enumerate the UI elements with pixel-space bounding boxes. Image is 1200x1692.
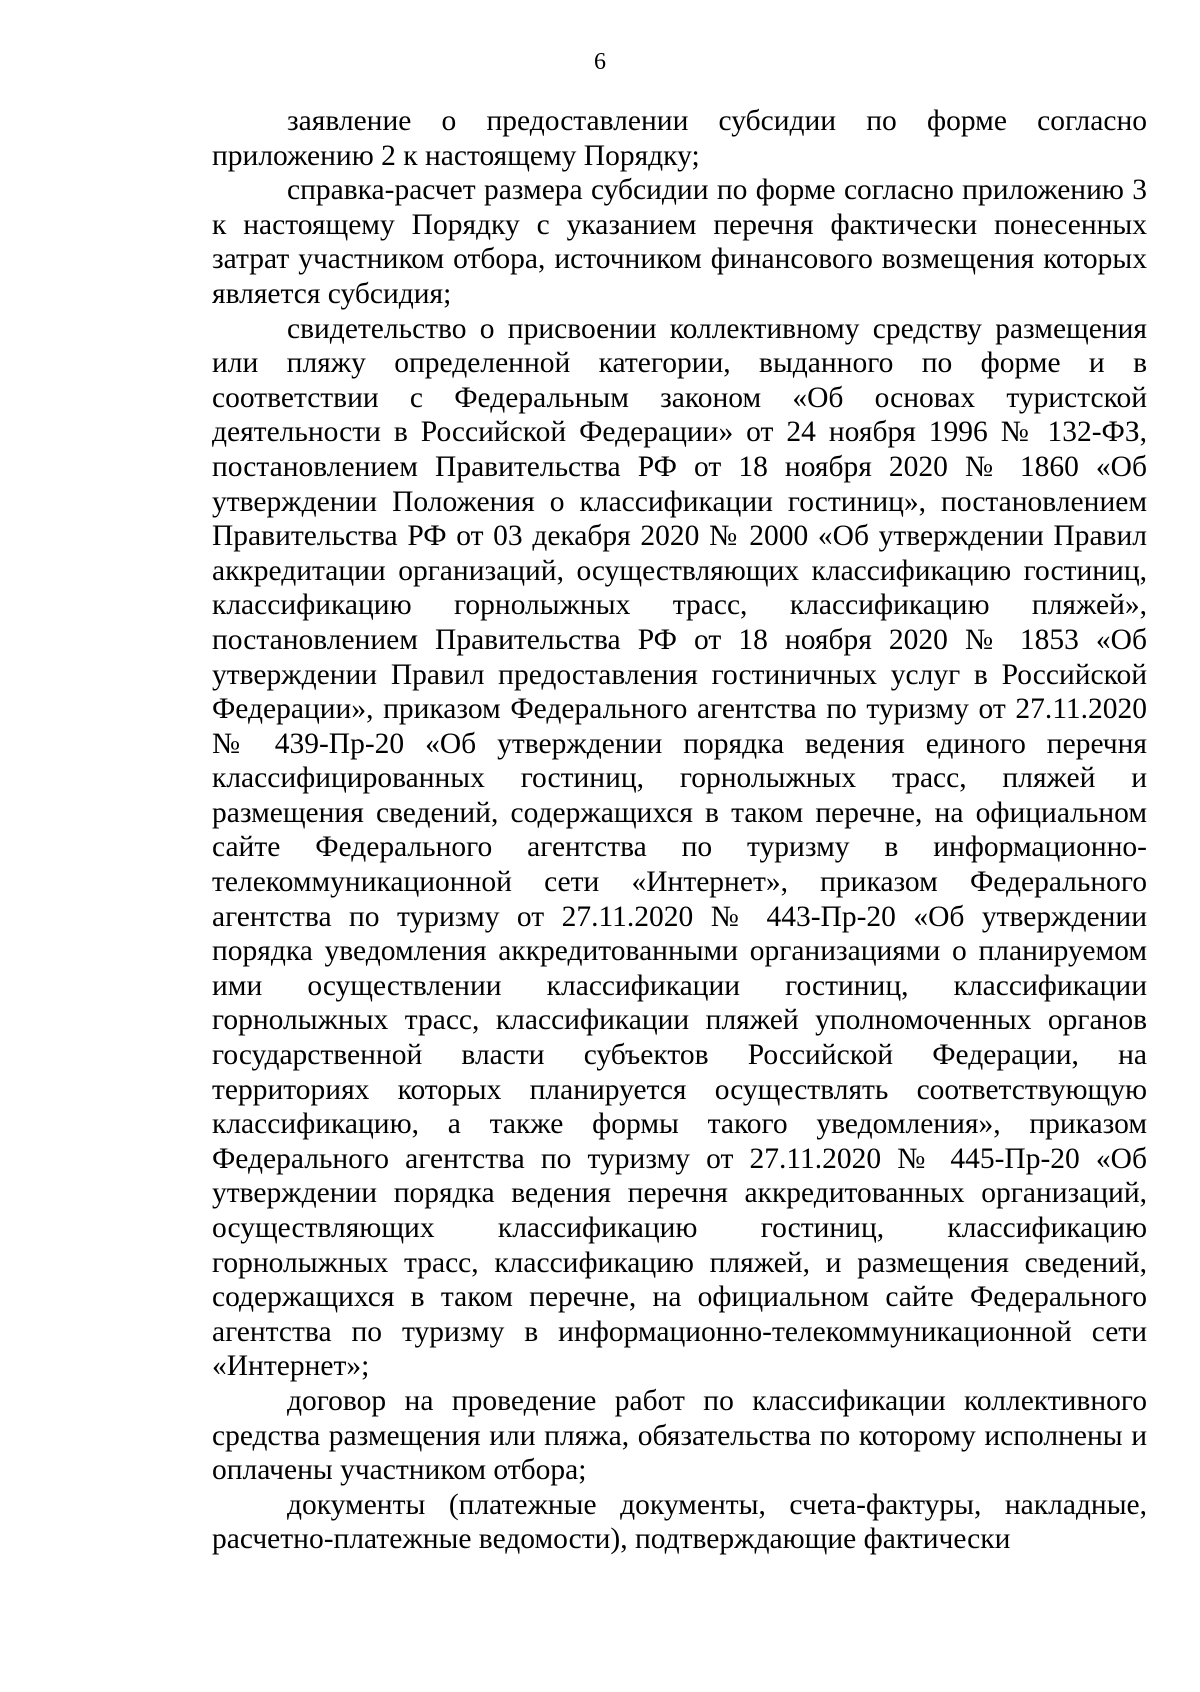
paragraph-classification-contract: договор на проведение работ по классификации коллективного средства размещения или пляжа, обязательства по которому исполнены и оплачены участником отбора;	[212, 1384, 1147, 1487]
paragraph-category-certificate: свидетельство о присвоении коллективному средству размещения или пляжу определенной категории, выданного по форме и в соответствии с Федеральным законом «Об основах туристской деятельности в Российской Федерации» от 24 ноября 1996 № 132-ФЗ, постановлением Правительства РФ от 18 ноября 2020 № 1860 «Об утверждении Положения о классификации гостиниц», постановлением Правительства РФ от 03 декабря 2020 № 2000 «Об утверждении Правил аккредитации организаций, осуществляющих классификацию гостиниц, классификацию горнолыжных трасс, классификацию пляжей», постановлением Правительства РФ от 18 ноября 2020 № 1853 «Об утверждении Правил предоставления гостиничных услуг в Российской Федерации», приказом Федерального агентства по туризму от 27.11.2020 № 439-Пр-20 «Об утверждении порядка ведения единого перечня классифицированных гостиниц, горнолыжных трасс, пляжей и размещения сведений, содержащихся в таком перечне, на официальном сайте Федерального агентства по туризму в информационно-телекоммуникационной сети «Интернет», приказом Федерального агентства по туризму от 27.11.2020 № 443-Пр-20 «Об утверждении порядка уведомления аккредитованными организациями о планируемом ими осуществлении классификации гостиниц, классификации горнолыжных трасс, классификации пляжей уполномоченных органов государственной власти субъектов Российской Федерации, на территориях которых планируется осуществлять соответствующую классификацию, а также формы такого уведомления», приказом Федерального агентства по туризму от 27.11.2020 № 445-Пр-20 «Об утверждении порядка ведения перечня аккредитованных организаций, осуществляющих классификацию гостиниц, классификацию горнолыжных трасс, классификацию пляжей, и размещения сведений, содержащихся в таком перечне, на официальном сайте Федерального агентства по туризму в информационно-телекоммуникационной сети «Интернет»;	[212, 312, 1147, 1383]
document-body	[212, 104, 1147, 1557]
paragraph-payment-documents: документы (платежные документы, счета-фактуры, накладные, расчетно-платежные ведомости), подтверждающие фактически	[212, 1488, 1147, 1556]
paragraph-subsidy-calculation: справка-расчет размера субсидии по форме согласно приложению 3 к настоящему Порядку с указанием перечня фактически понесенных затрат участником отбора, источником финансового возмещения которых является субсидия;	[212, 174, 1147, 310]
page-number: 6	[594, 49, 606, 75]
paragraph-application-form: заявление о предоставлении субсидии по форме согласно приложению 2 к настоящему Порядку;	[212, 105, 1147, 172]
